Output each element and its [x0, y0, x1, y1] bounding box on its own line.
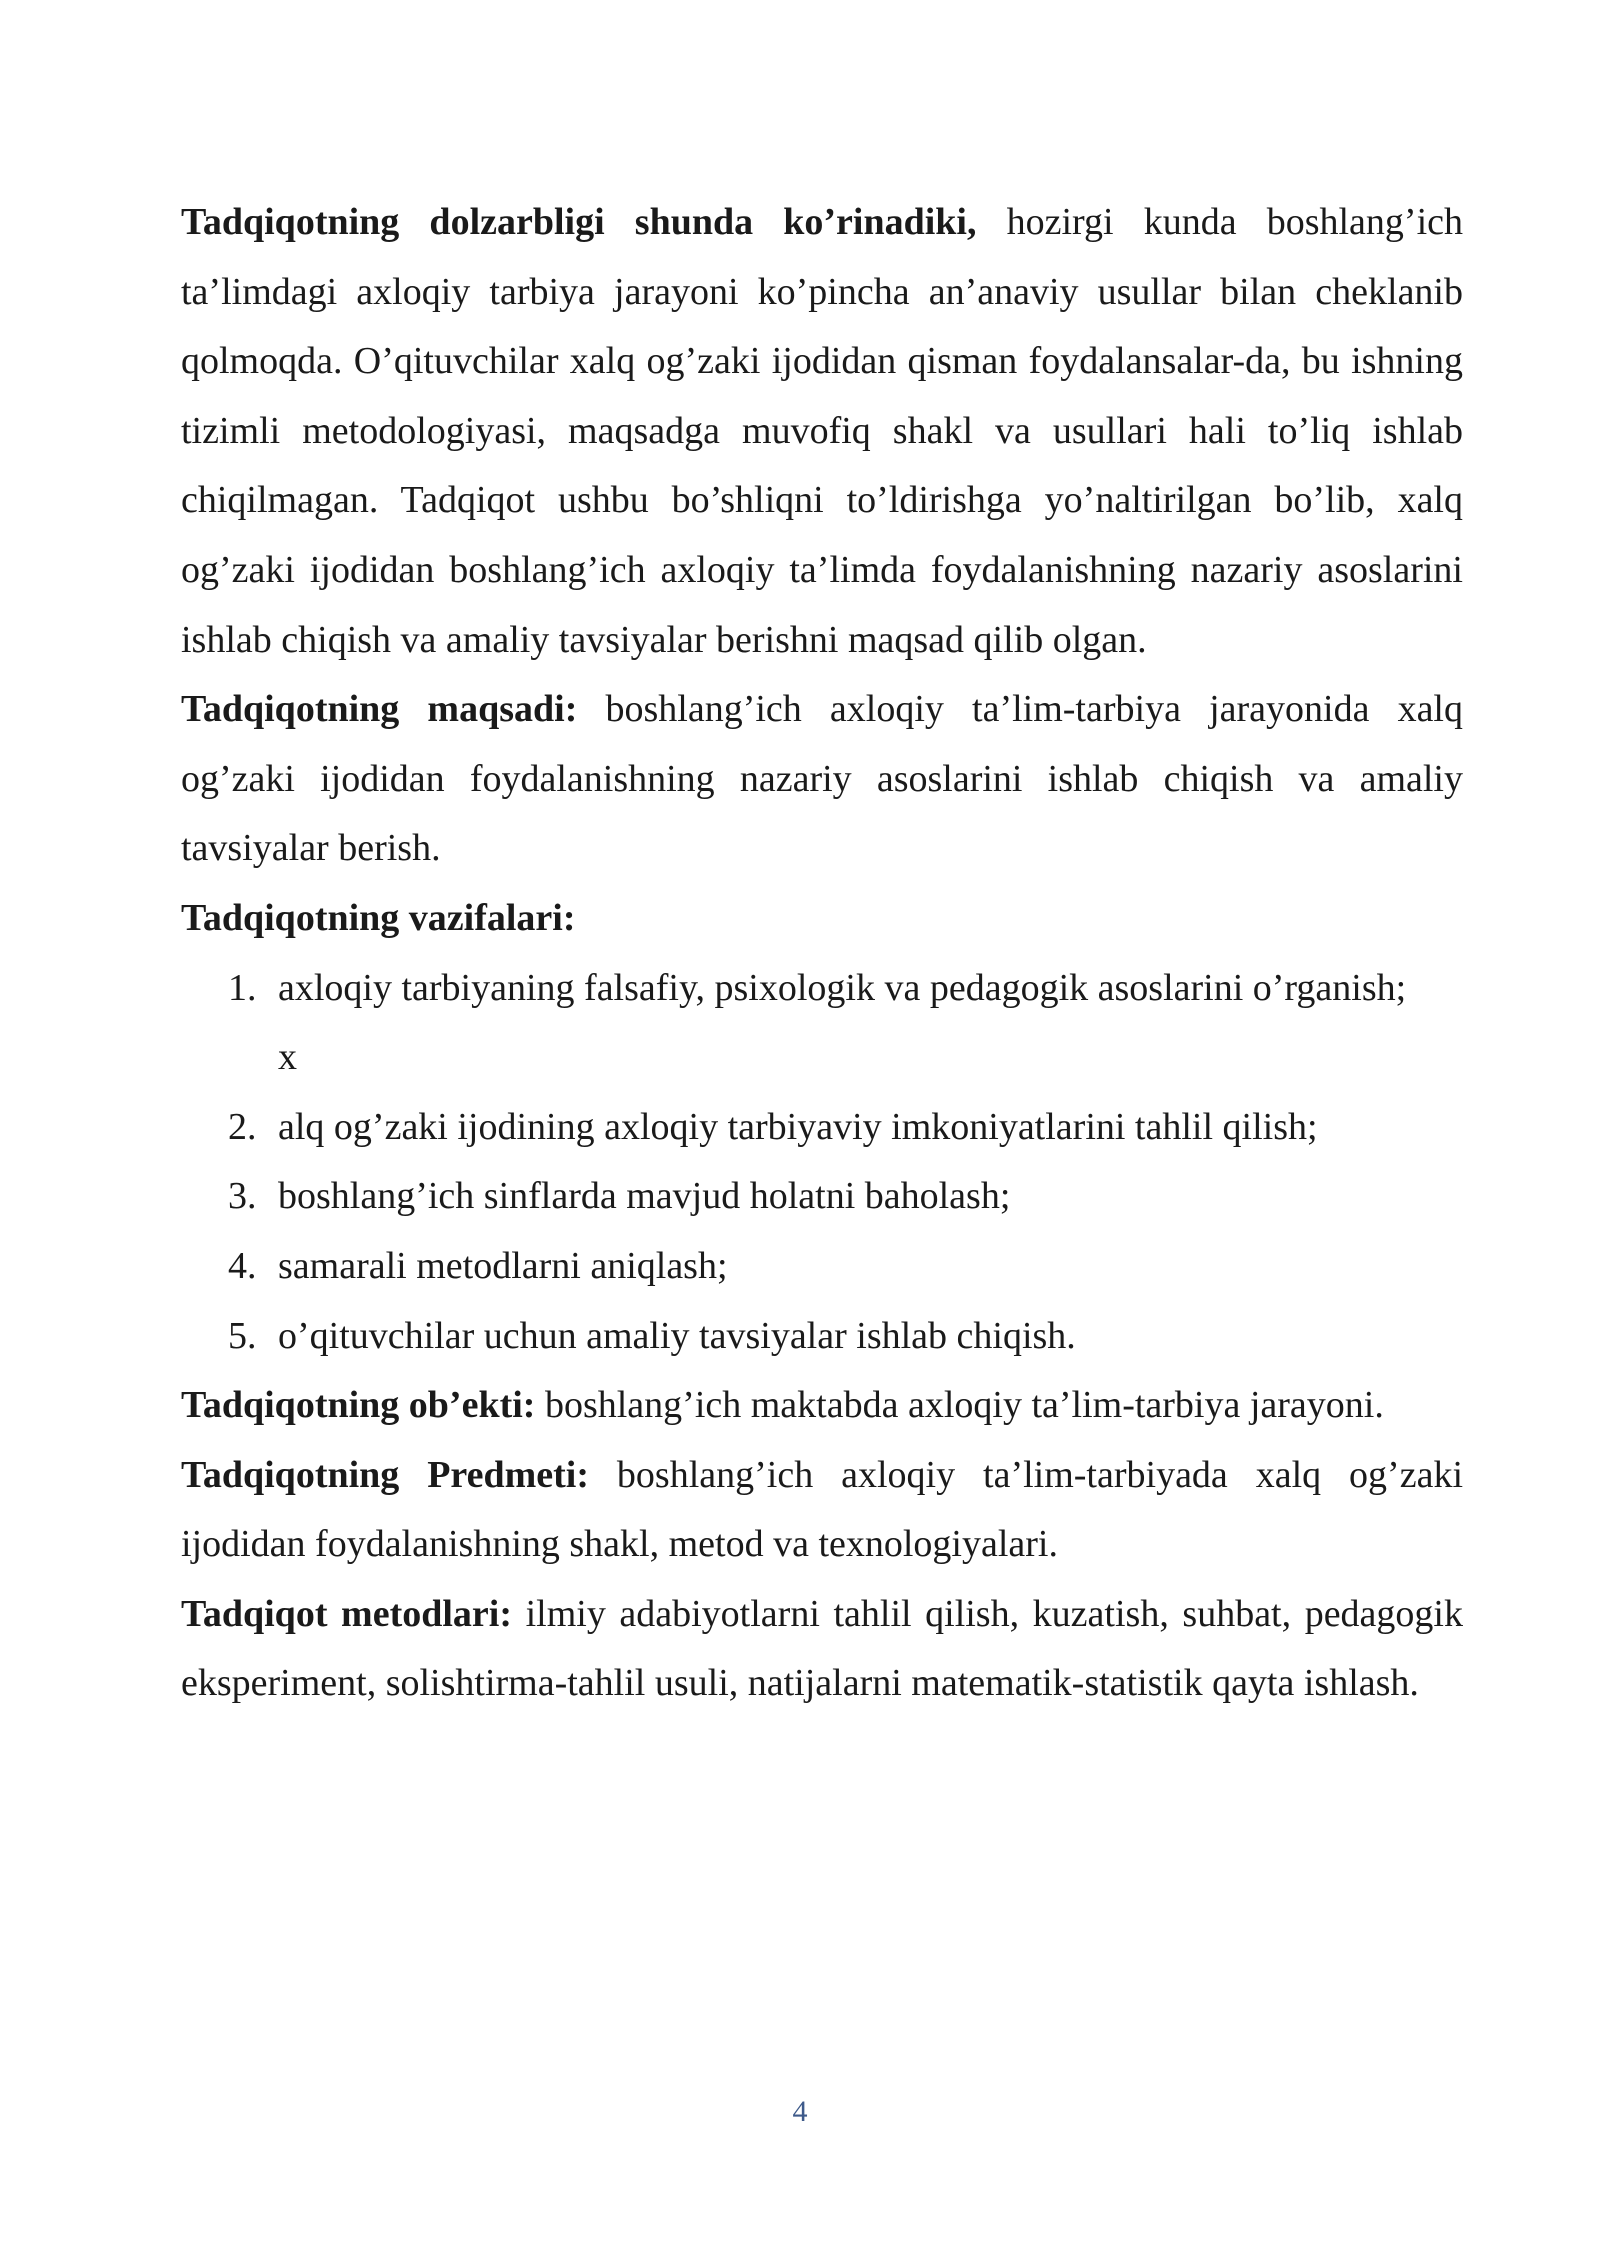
- vazifalari-heading: Tadqiqotning vazifalari:: [181, 896, 576, 939]
- list-item-number: 4.: [228, 1244, 257, 1287]
- list-item-text: samarali metodlarni aniqlash;: [278, 1244, 728, 1287]
- paragraph-maqsadi: [181, 675, 1463, 884]
- dolzarbligi-label: Tadqiqotning dolzarbligi shunda ko’rinadiki,: [181, 201, 977, 243]
- list-item: [181, 1162, 1463, 1232]
- paragraph-obekti: [181, 1371, 1463, 1441]
- metodlari-text: ilmiy adabiyotlarni tahlil qilish, kuzatish, suhbat, pedagogik eksperiment, solishtirma-tahlil usuli, natijalarni matematik-statistik qayta ishlash.: [181, 1592, 1463, 1705]
- list-item-text: alq og’zaki ijodining axloqiy tarbiyaviy imkoniyatlarini tahlil qilish;: [278, 1105, 1318, 1148]
- list-item-number: 1.: [228, 966, 257, 1009]
- predmeti-text: boshlang’ich axloqiy ta’lim-tarbiyada xalq og’zaki ijodidan foydalanishning shakl, metod va texnologiyalari.: [181, 1453, 1463, 1566]
- list-item: [181, 1302, 1463, 1372]
- list-item: [181, 954, 1463, 1093]
- paragraph-predmeti: [181, 1441, 1463, 1580]
- list-item-number: 5.: [228, 1314, 257, 1357]
- obekti-label: Tadqiqotning ob’ekti:: [181, 1384, 536, 1427]
- list-item-continuation: x: [278, 1036, 297, 1079]
- list-item-text: boshlang’ich sinflarda mavjud holatni baholash;: [278, 1175, 1011, 1218]
- paragraph-metodlari: [181, 1580, 1463, 1719]
- list-item-text: o’qituvchilar uchun amaliy tavsiyalar ishlab chiqish.: [278, 1314, 1076, 1357]
- metodlari-label: Tadqiqot metodlari:: [181, 1592, 512, 1635]
- list-item-number: 2.: [228, 1105, 257, 1148]
- list-item: [181, 1093, 1463, 1163]
- predmeti-label: Tadqiqotning Predmeti:: [181, 1453, 589, 1496]
- maqsadi-label: Tadqiqotning maqsadi:: [181, 688, 578, 731]
- obekti-text: boshlang’ich maktabda axloqiy ta’lim-tarbiya jarayoni.: [535, 1384, 1384, 1427]
- list-item-text: axloqiy tarbiyaning falsafiy, psixologik va pedagogik asoslarini o’rganish;: [278, 966, 1407, 1009]
- page-number: 4: [792, 2095, 808, 2128]
- page-content: [181, 188, 1463, 1719]
- paragraph-dolzarbligi: [181, 188, 1463, 675]
- maqsadi-text: boshlang’ich axloqiy ta’lim-tarbiya jarayonida xalq og’zaki ijodidan foydalanishning nazariy asoslarini ishlab chiqish va amaliy tavsiyalar berish.: [181, 688, 1463, 870]
- tasks-list: [181, 954, 1463, 1372]
- list-item: [181, 1232, 1463, 1302]
- dolzarbligi-text: hozirgi kunda boshlang’ich ta’limdagi axloqiy tarbiya jarayoni ko’pincha an’anaviy usullar bilan cheklanib qolmoqda. O’qituvchilar xalq og’zaki ijodidan qisman foydalansalar-da, bu ishning tizimli metodologiyasi, maqsadga muvofiq shakl va usullari hali to’liq ishlab chiqilmagan. Tadqiqot ushbu bo’shliqni to’ldirishga yo’naltirilgan bo’lib, xalq og’zaki ijodidan boshlang’ich axloqiy ta’limda foydalanishning nazariy asoslarini ishlab chiqish va amaliy tavsiyalar berishni maqsad qilib olgan.: [181, 201, 1463, 661]
- list-item-number: 3.: [228, 1175, 257, 1218]
